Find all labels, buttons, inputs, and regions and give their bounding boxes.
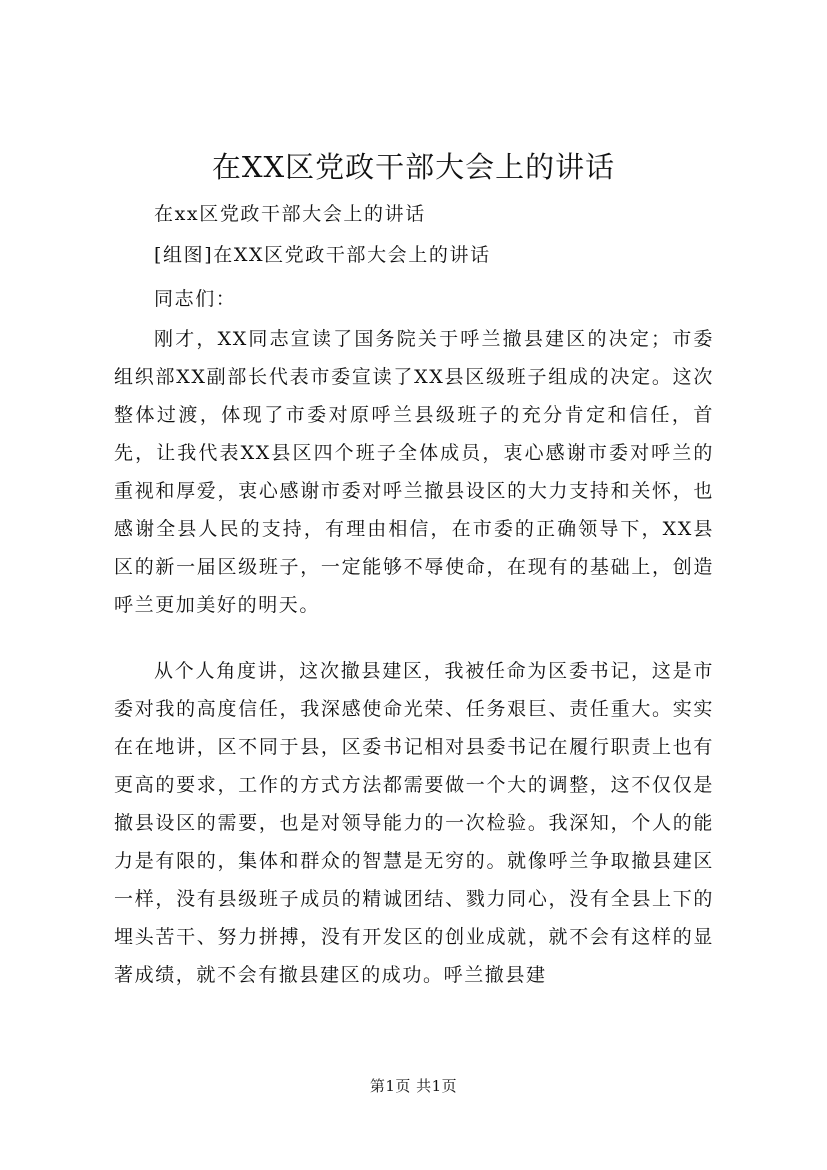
page-number-footer: 第1页 共1页 xyxy=(369,1077,458,1095)
subtitle-line: 在xx区党政干部大会上的讲话 xyxy=(154,203,426,225)
group-image-line: [组图]在XX区党政干部大会上的讲话 xyxy=(154,244,491,266)
body-paragraph-2: 从个人角度讲，这次撤县建区，我被任命为区委书记，这是市委对我的高度信任，我深感使命光荣、任务艰巨、责任重大。实实在在地讲，区不同于县，区委书记相对县委书记在履行职责上也有更高的要求，工作的方式方法都需要做一个大的调整，这不仅仅是撤县设区的需要，也是对领导能力的一次检验。我深知，个人的能力是有限的，集体和群众的智慧是无穷的。就像呼兰争取撤县建区一样，没有县级班子成员的精诚团结、戮力同心，没有全县上下的埋头苦干、努力拼搏，没有开发区的创业成就，就不会有这样的显著成绩，就不会有撤县建区的成功。呼兰撤县建 xyxy=(114,660,714,986)
body-paragraph-1: 刚才，XX同志宣读了国务院关于呼兰撤县建区的决定；市委组织部XX副部长代表市委宣读了XX县区级班子组成的决定。这次整体过渡，体现了市委对原呼兰县级班子的充分肯定和信任，首先，让我代表XX县区四个班子全体成员，衷心感谢市委对呼兰的重视和厚爱，衷心感谢市委对呼兰撤县设区的大力支持和关怀，也感谢全县人民的支持，有理由相信，在市委的正确领导下，XX县区的新一届区级班子，一定能够不辱使命，在现有的基础上，创造呼兰更加美好的明天。 xyxy=(114,328,714,616)
document-title: 在XX区党政干部大会上的讲话 xyxy=(211,150,616,184)
greeting-line: 同志们： xyxy=(154,288,237,310)
